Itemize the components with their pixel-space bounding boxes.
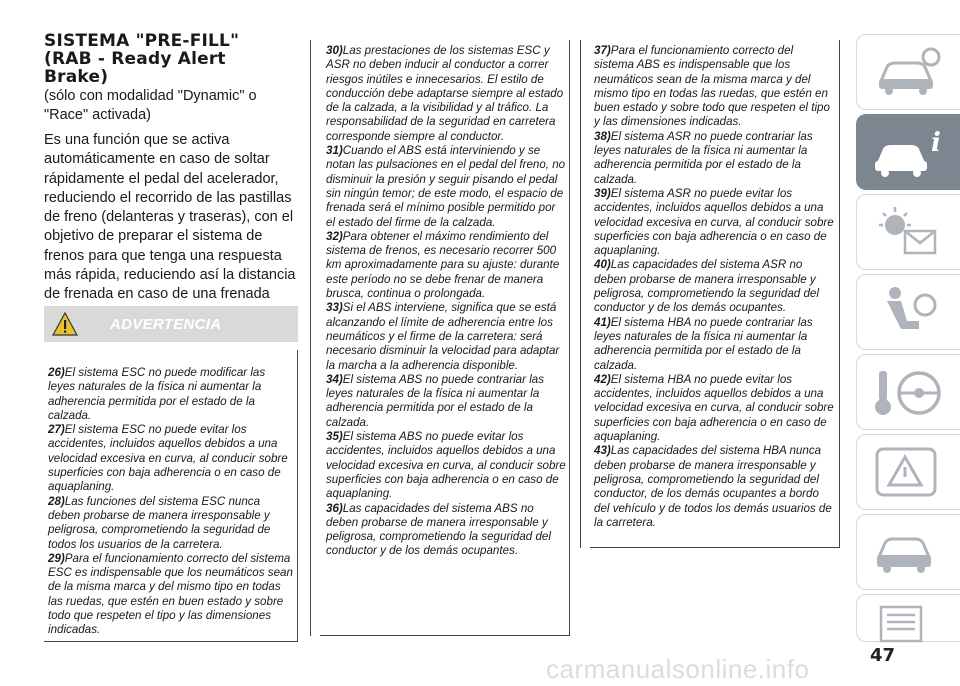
warning-note [594, 258, 836, 315]
warning-label: ADVERTENCIA [110, 316, 222, 333]
warning-note [326, 373, 566, 430]
warning-note [326, 144, 566, 230]
warning-note [326, 44, 566, 144]
tab-technical-data[interactable] [856, 594, 960, 642]
note-text: El sistema ABS no puede contrariar las leyes naturales de la física ni aumentar la adherencia permitida por el estado de la calzada. [326, 372, 545, 429]
tab-safety[interactable] [856, 274, 960, 350]
car-maintenance-icon [871, 523, 947, 581]
note-number: 34) [326, 372, 343, 386]
warning-note [594, 444, 836, 530]
technical-data-list-icon [871, 603, 947, 643]
warning-note [326, 502, 566, 559]
note-text: Cuando el ABS está interviniendo y se notan las pulsaciones en el pedal del freno, no disminuir la presión y seguir pisando el pedal sin ningún temor; de este modo, el espacio de frenada será el mínimo posible permitido por el estado del firme de la calzada. [326, 144, 566, 229]
tab-dashboard-info[interactable] [856, 114, 960, 190]
svg-text:i: i [931, 128, 941, 158]
section-body: Es una función que se activa automáticamente en caso de soltar rápidamente el pedal del acelerador, reduciendo el recorrido de las pastillas de freno (delanteras y traseras), con el objetivo de preparar el sistema de frenos para que tenga una respuesta más rápida, reduciendo así la distancia de frenada en caso de una frenada [44, 132, 296, 303]
note-number: 28) [48, 494, 65, 508]
notes-list-3 [594, 44, 836, 530]
section-title-line: (RAB - Ready Alert [44, 49, 226, 69]
tab-starting-driving[interactable] [856, 354, 960, 430]
warning-note [594, 373, 836, 444]
note-text: Las capacidades del sistema HBA nunca deben probarse de manera irresponsable y peligrosa, comprometiendo la seguridad del conductor, de los demás ocupantes a bordo del vehículo y de todos los demás usuarios de la carretera. [594, 444, 832, 529]
note-number: 38) [594, 129, 611, 143]
section-title [44, 32, 298, 86]
note-text: Para obtener el máximo rendimiento del sistema de frenos, es necesario recorrer 500 km aproximadamente para su ajuste: durante este período no se debe frenar de manera brusca, continua o prolongada. [326, 229, 560, 301]
car-info-icon [871, 123, 947, 181]
warning-note [594, 44, 836, 130]
note-text: El sistema ASR no puede evitar los accidentes, incluidos aquellos debidos a una velocidad excesiva en curva, al conducir sobre superficies con baja adherencia o en caso de aquaplaning. [594, 186, 834, 258]
warning-note [326, 430, 566, 501]
column-divider [580, 40, 581, 548]
note-text: Las capacidades del sistema ASR no deben probarse de manera irresponsable y peligrosa, comprometiendo la seguridad del conductor y de los demás ocupantes. [594, 258, 819, 315]
warning-note [48, 495, 294, 552]
warning-note [326, 230, 566, 301]
note-text: El sistema ABS no puede evitar los accidentes, incluidos aquellos debidos a una velocidad excesiva en curva, al conducir sobre superficies con baja adherencia o en caso de aquaplaning. [326, 430, 566, 501]
tab-maintenance[interactable] [856, 514, 960, 590]
section-intro [44, 32, 298, 324]
note-text: Las prestaciones de los sistemas ESC y ASR no deben inducir al conductor a correr riesgos inútiles e innecesarios. El estilo de conducción debe adaptarse siempre al estado de la calzada, a la visibilidad y al tráfico. La responsabilidad de la seguridad en carretera corresponde siempre al conductor. [326, 44, 564, 143]
watermark: carmanualsonline.info [546, 654, 810, 684]
note-text: Si el ABS interviene, significa que se está alcanzando el límite de adherencia entre los neumáticos y el firme de la carretera: será necesario disminuir la velocidad para adaptar la marcha a la adherencia disponible. [326, 301, 560, 372]
note-text: Para el funcionamiento correcto del sistema ESC es indispensable que los neumáticos sean de la misma marca y del mismo tipo en todas las ruedas, que estén en buen estado y sobre todo que respeten el tipo y las dimensiones indicadas. [48, 551, 293, 637]
note-number: 35) [326, 430, 343, 444]
note-text: Para el funcionamiento correcto del sistema ABS es indispensable que los neumáticos sean de la misma marca y del mismo tipo en todas las ruedas, que estén en buen estado y sobre todo que respeten el tipo y las dimensiones indicadas. [594, 44, 830, 129]
note-text: El sistema HBA no puede evitar los accidentes, incluidos aquellos debidos a una velocidad excesiva en curva, al conducir sobre superficies con baja adherencia o en caso de aquaplaning. [594, 372, 834, 444]
note-number: 43) [594, 444, 611, 458]
notes-list-2 [326, 44, 566, 559]
note-text: El sistema HBA no puede contrariar las leyes naturales de la física ni aumentar la adherencia permitida por el estado de la calzada. [594, 315, 813, 372]
road-emergency-icon [871, 443, 947, 501]
note-number: 40) [594, 258, 611, 272]
note-text: Las capacidades del sistema ABS no deben probarse de manera irresponsable y peligrosa, comprometiendo la seguridad del conductor y de los demás ocupantes. [326, 501, 551, 558]
notes-list-1 [48, 366, 294, 638]
tab-emergency[interactable] [856, 434, 960, 510]
warning-triangle-icon [52, 312, 78, 336]
warning-note [326, 301, 566, 372]
tab-warning-lights[interactable] [856, 194, 960, 270]
tab-knowing-the-car[interactable] [856, 34, 960, 110]
warning-note [48, 366, 294, 423]
note-text: Las funciones del sistema ESC nunca deben probarse de manera irresponsable y peligrosa, comprometiendo la seguridad de todos los usuarios de la carretera. [48, 494, 271, 551]
note-number: 31) [326, 144, 343, 158]
column-divider [310, 40, 311, 636]
warning-note [594, 130, 836, 187]
seat-airbag-safety-icon [871, 283, 947, 341]
note-number: 36) [326, 501, 343, 515]
note-number: 32) [326, 229, 343, 243]
warning-banner [44, 306, 298, 342]
section-subtitle: (sólo con modalidad "Dynamic" o "Race" activada) [44, 88, 257, 123]
note-text: El sistema ESC no puede evitar los accidentes, incluidos aquellos debidos a una velocidad excesiva en curva, al conducir sobre superficies con baja adherencia o en caso de aquaplaning. [48, 423, 288, 494]
section-title-line: SISTEMA "PRE-FILL" [44, 31, 240, 51]
key-steering-wheel-starting-icon [871, 363, 947, 421]
note-number: 29) [48, 551, 65, 565]
warning-note [594, 316, 836, 373]
page-number: 47 [870, 645, 896, 666]
note-number: 37) [594, 44, 611, 57]
warning-note [48, 552, 294, 638]
car-knowledge-icon [871, 43, 947, 101]
note-text: El sistema ASR no puede contrariar las leyes naturales de la física ni aumentar la adherencia permitida por el estado de la calzada. [594, 129, 813, 186]
note-number: 33) [326, 301, 343, 315]
warning-note [594, 187, 836, 258]
section-title-line: Brake) [44, 67, 109, 87]
note-number: 42) [594, 372, 611, 386]
note-number: 39) [594, 186, 611, 200]
warning-note [48, 423, 294, 494]
note-number: 27) [48, 423, 65, 437]
note-number: 41) [594, 315, 611, 329]
note-text: El sistema ESC no puede modificar las leyes naturales de la física ni aumentar la adherencia permitida por el estado de la calzada. [48, 366, 266, 422]
note-number: 26) [48, 366, 65, 379]
note-number: 30) [326, 44, 343, 57]
warning-lights-message-icon [871, 203, 947, 261]
